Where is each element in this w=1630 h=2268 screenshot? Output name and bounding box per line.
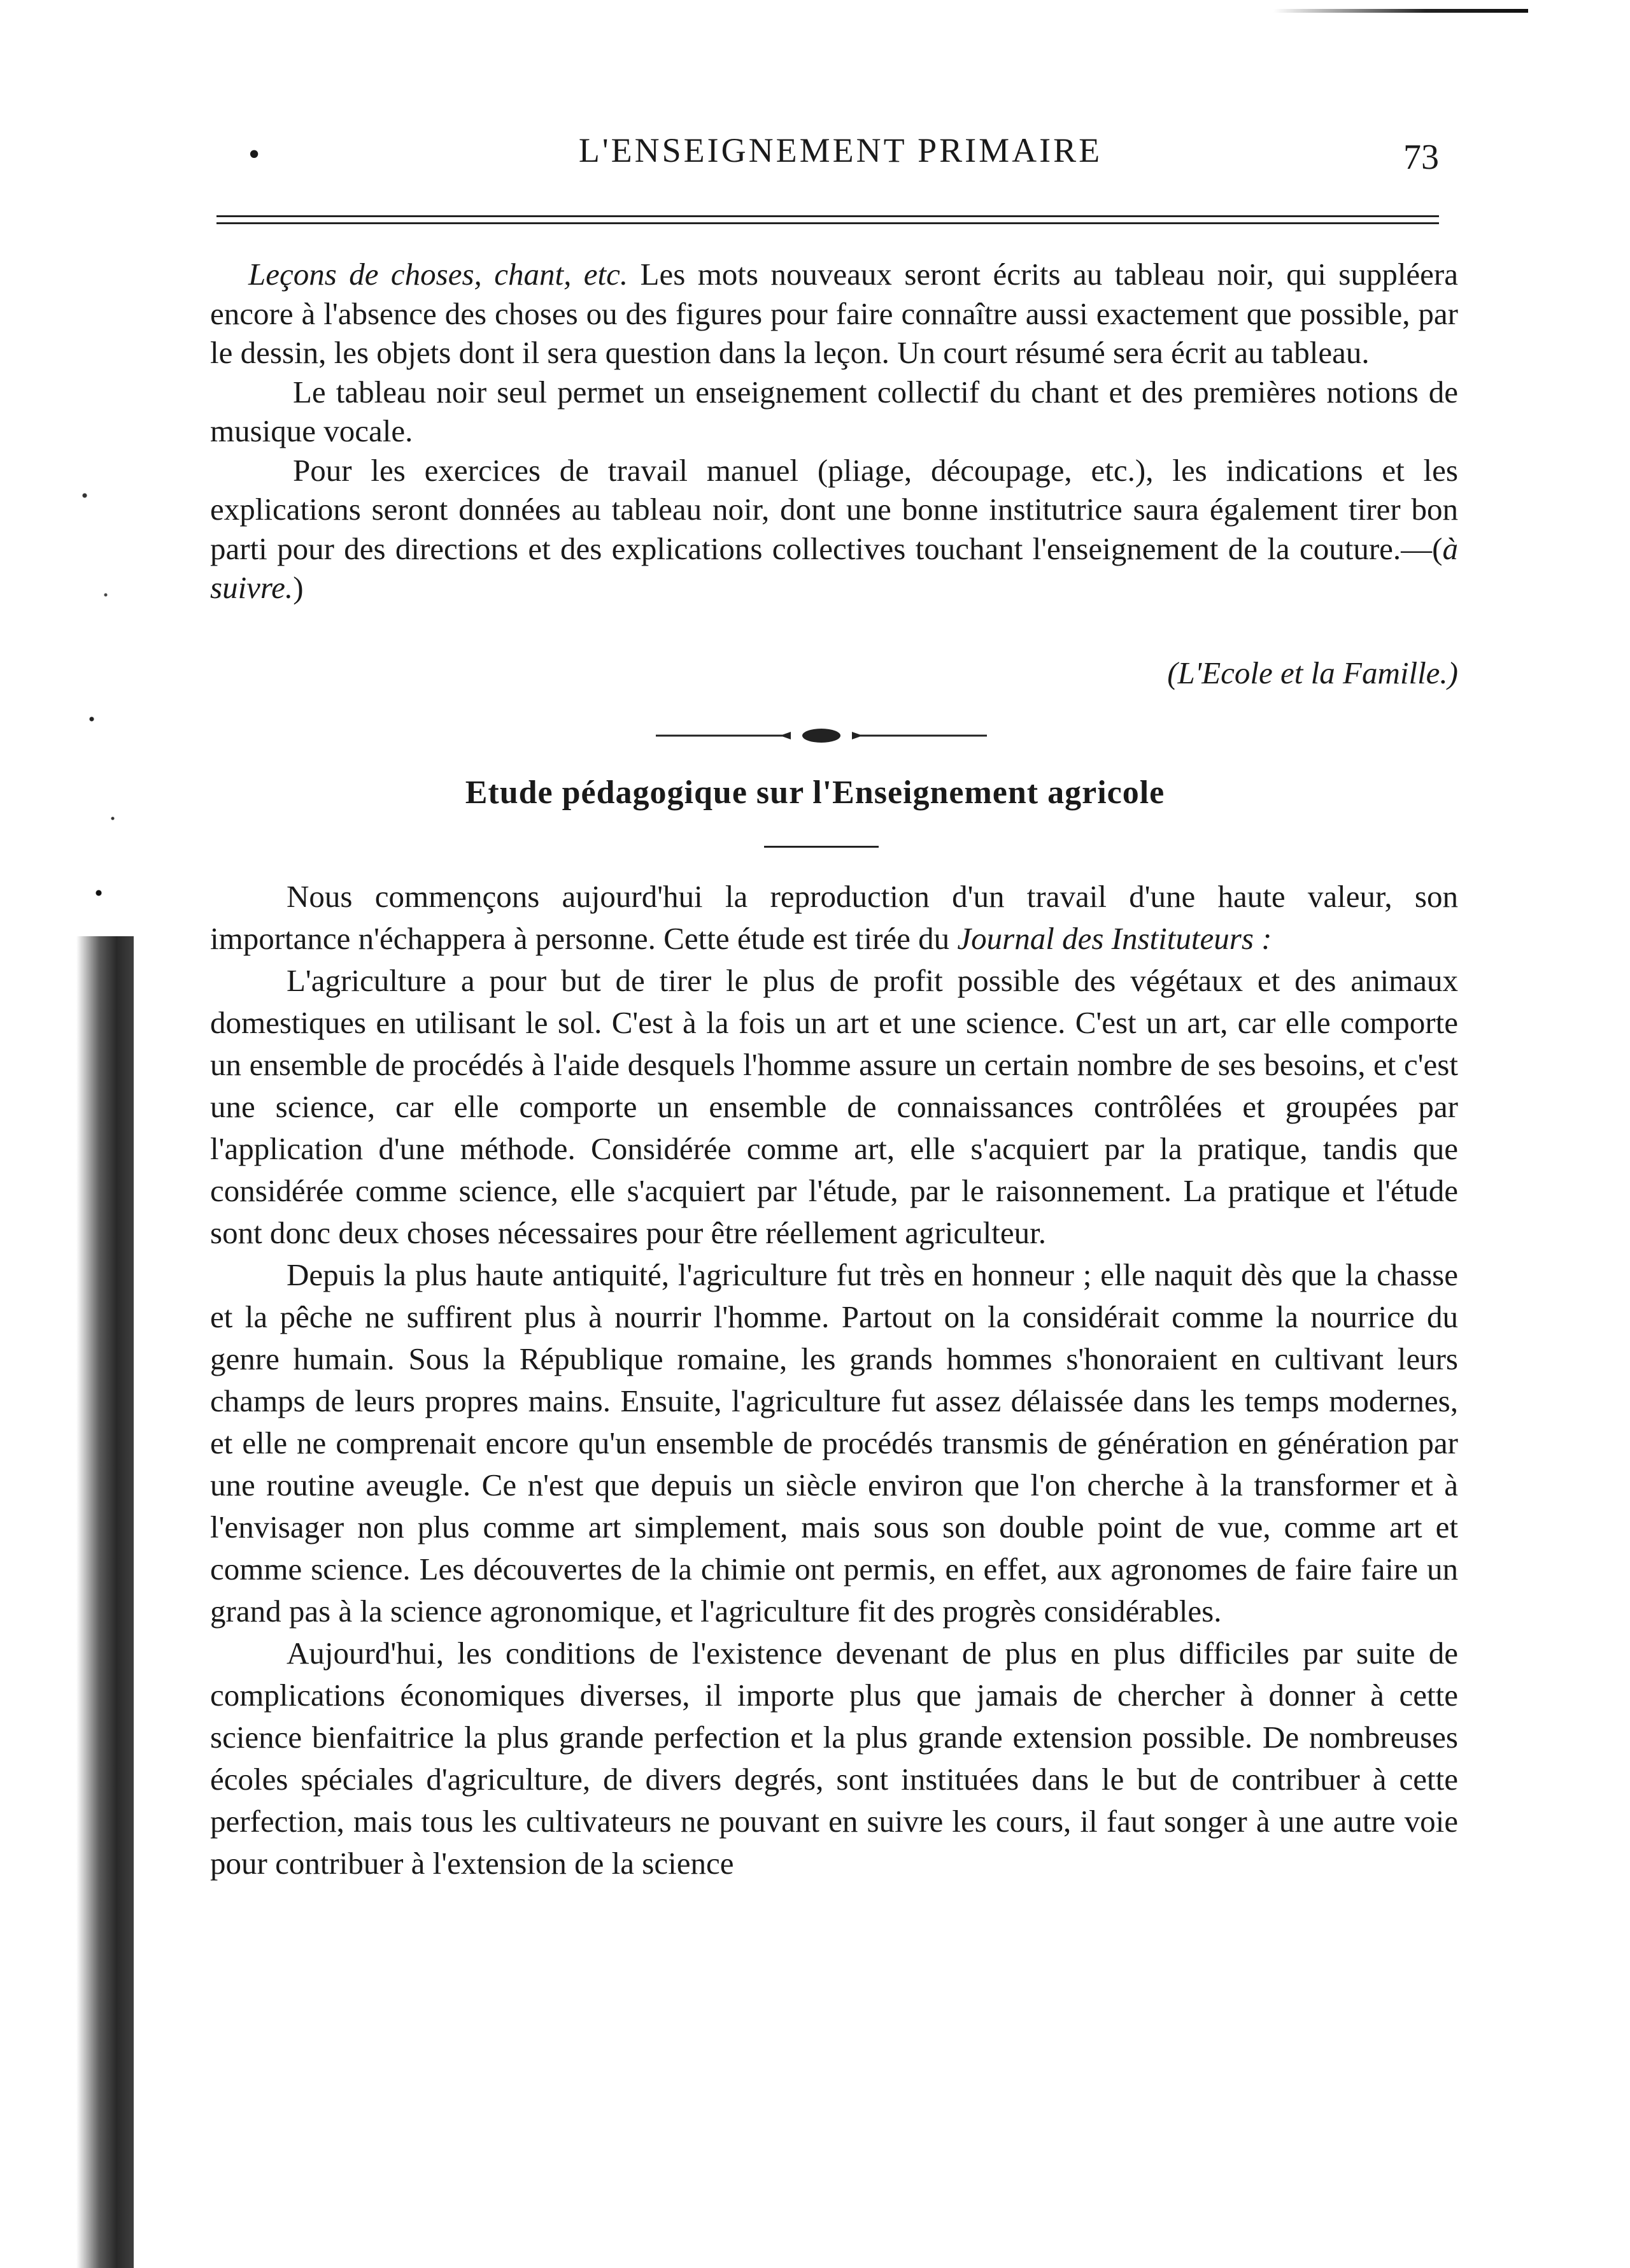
top-edge-rule bbox=[1273, 9, 1528, 13]
source-attribution: (L'Ecole et la Famille.) bbox=[1167, 655, 1458, 690]
paragraph: Aujourd'hui, les conditions de l'existence devenant de plus en plus difficiles par suite de complications économiques diverses, il importe plus que jamais de chercher à donner à cette science bienfaitrice la plus grande perfection et la plus grande extension possible. De nombreuses écoles spéciales d'agriculture, de divers degrés, sont instituées dans le but de contribuer à cette perfection, mais tous les cultivateurs ne pouvant en suivre les cours, il faut songer à une autre voie pour contribuer à l'extension de la science bbox=[210, 1636, 1458, 1881]
section-title: Etude pédagogique sur l'Enseignement agricole bbox=[465, 774, 1165, 811]
intro-text: Nous commençons aujourd'hui la reproduction d'un travail d'une haute valeur, son importance n'échappera à personne. Cette étude est tirée du bbox=[210, 879, 1458, 956]
section-agricole bbox=[210, 876, 1458, 1885]
page-number: 73 bbox=[1403, 138, 1439, 177]
header-mark: • bbox=[248, 136, 260, 173]
italic-tail: à suivre. bbox=[210, 531, 1458, 605]
paragraph-text: Le tableau noir seul permet un enseignement collectif du chant et des premières notions de musique vocale. bbox=[210, 374, 1458, 448]
header-double-rule bbox=[216, 215, 1439, 224]
ornament-divider bbox=[656, 726, 987, 745]
section-lecons bbox=[210, 255, 1458, 608]
journal-name: Journal des Instituteurs : bbox=[957, 921, 1272, 956]
italic-lead: Leçons de choses, chant, etc. bbox=[248, 257, 628, 292]
running-title: L'ENSEIGNEMENT PRIMAIRE bbox=[578, 131, 1103, 169]
paragraph-text: Pour les exercices de travail manuel (pliage, découpage, etc.), les indications et les explications seront données au tableau noir, dont une bonne institutrice saura également tirer bon parti pour des directions et des explications collectives touchant l'enseignement de la couture.—( bbox=[210, 452, 1458, 566]
page-header bbox=[216, 131, 1464, 182]
paragraph bbox=[210, 373, 1458, 451]
paragraph: L'agriculture a pour but de tirer le plus de profit possible des végétaux et des animaux domestiques en utilisant le sol. C'est à la fois un art et une science. C'est un art, car elle comporte un ensemble de procédés à l'aide desquels l'homme assure un certain nombre de ses besoins, et c'est une science, car elle comporte un ensemble de connaissances contrôlées et groupées par l'application d'une méthode. Considérée comme art, elle s'acquiert par la pratique, tandis que considérée comme science, elle s'acquiert par l'étude, par le raisonnement. La pratique et l'étude sont donc deux choses nécessaires pour être réellement agriculteur. bbox=[210, 963, 1458, 1250]
title-underline-rule bbox=[764, 846, 879, 848]
paragraph: Depuis la plus haute antiquité, l'agriculture fut très en honneur ; elle naquit dès que la chasse et la pêche ne suffirent plus à nourrir l'homme. Partout on la considérait comme la nourrice du genre humain. Sous la République romaine, les grands hommes s'honoraient en cultivant leurs champs de leurs propres mains. Ensuite, l'agriculture fut assez délaissée dans les temps modernes, et elle ne comprenait encore qu'un ensemble de procédés transmis de génération en génération par une routine aveugle. Ce n'est que depuis un siècle environ que l'on cherche à la transformer et à l'envisager non plus comme art simplement, mais sous son double point de vue, comme art et comme science. Les découvertes de la chimie ont permis, en effet, aux agronomes de faire faire un grand pas à la science agronomique, et l'agriculture fit des progrès considérables. bbox=[210, 1257, 1458, 1629]
intro-paragraph bbox=[210, 876, 1458, 960]
paragraph-close: ) bbox=[293, 570, 304, 605]
page-binding-shadow bbox=[76, 936, 134, 2268]
paragraph bbox=[210, 255, 1458, 373]
paragraph-text: Les mots nouveaux seront écrits au tableau noir, qui suppléera encore à l'absence des choses ou des figures pour faire connaître aussi exactement que possible, par le dessin, les objets dont il sera question dans la leçon. Un court résumé sera écrit au tableau. bbox=[210, 257, 1458, 370]
page-binding-specks bbox=[64, 446, 134, 943]
paragraph bbox=[210, 451, 1458, 608]
